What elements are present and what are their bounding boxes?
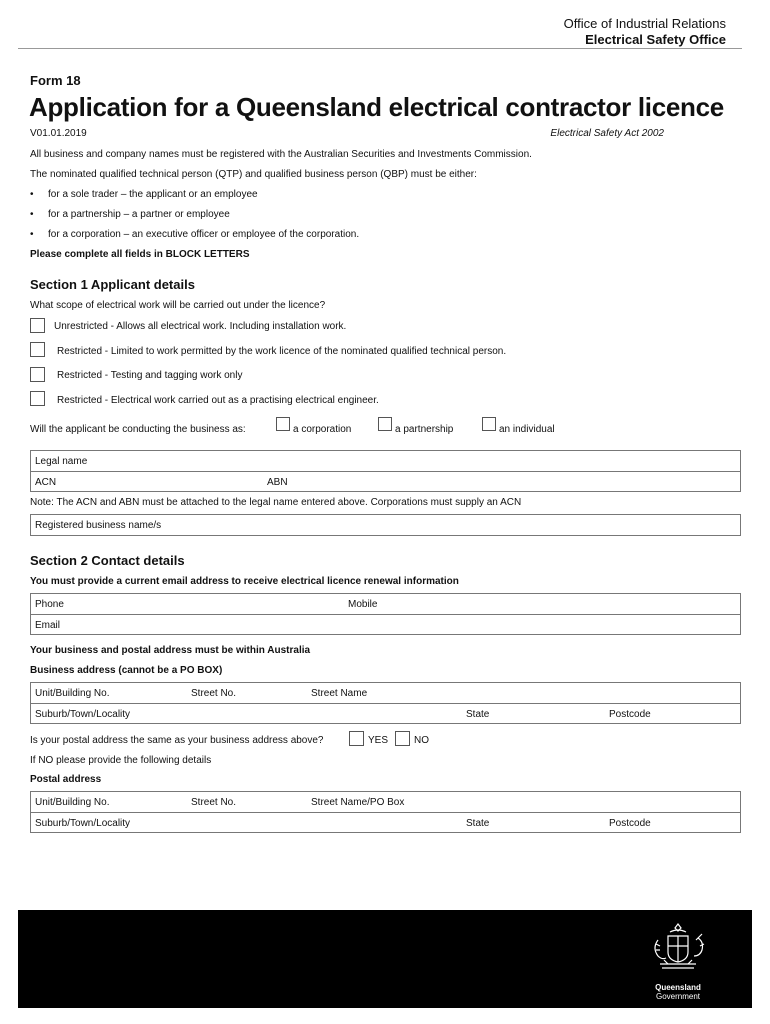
- bullet-sole-trader: • for a sole trader – the applicant or an employee: [48, 189, 258, 200]
- legal-name-label: Legal name: [35, 456, 88, 467]
- postal-locality-row[interactable]: [31, 812, 740, 832]
- acn-abn-row: [31, 471, 740, 491]
- if-no-instruction: If NO please provide the following details: [30, 755, 212, 766]
- form-number: Form 18: [30, 73, 81, 88]
- street-no-label: Street No.: [191, 688, 237, 699]
- unit-label: Unit/Building No.: [35, 688, 110, 699]
- no-label: NO: [414, 735, 429, 746]
- registered-name-field[interactable]: [31, 515, 740, 535]
- checkbox-postal-no[interactable]: [395, 731, 410, 746]
- mobile-label: Mobile: [348, 599, 378, 610]
- postal-address-heading: Postal address: [30, 774, 102, 785]
- logo-text-queensland: Queensland: [655, 983, 701, 992]
- scope-question: What scope of electrical work will be carried out under the licence?: [30, 300, 326, 311]
- suburb-label: Suburb/Town/Locality: [35, 709, 131, 720]
- email-notice: You must provide a current email address to receive electrical licence renewal information: [30, 576, 459, 587]
- footer-banner: [18, 910, 752, 1008]
- postal-state-label: State: [466, 818, 490, 829]
- legal-name-field[interactable]: [31, 451, 740, 471]
- state-label: State: [466, 709, 490, 720]
- street-name-label: Street Name: [311, 688, 368, 699]
- intro-nominee-text: The nominated qualified technical person (QTP) and qualified business person (QBP) must be either:: [30, 169, 477, 180]
- department-header: [564, 16, 726, 48]
- option-restricted-qtp-label: Restricted - Limited to work permitted by the work licence of the nominated qualified technical person.: [57, 346, 507, 357]
- queensland-coat-of-arms-icon: [648, 920, 708, 976]
- bullet-corporation: • for a corporation – an executive officer or employee of the corporation.: [48, 229, 359, 240]
- postal-address-table: [30, 791, 741, 833]
- option-unrestricted-label: Unrestricted - Allows all electrical work. Including installation work.: [54, 321, 347, 332]
- phone-label: Phone: [35, 599, 64, 610]
- acn-label: ACN: [35, 477, 57, 488]
- business-address-table: [30, 682, 741, 724]
- corporation-label: a corporation: [293, 424, 352, 435]
- checkbox-restricted-testing[interactable]: [30, 367, 45, 382]
- yes-label: YES: [368, 735, 389, 746]
- phone-mobile-row: [31, 594, 740, 614]
- block-letters-instruction: Please complete all fields in BLOCK LETTERS: [30, 249, 250, 260]
- applicant-name-table: [30, 450, 741, 492]
- queensland-government-logo: [646, 920, 710, 1000]
- postal-street-no-label: Street No.: [191, 797, 237, 808]
- email-field[interactable]: [31, 614, 740, 634]
- business-type-question: Will the applicant be conducting the business as:: [30, 424, 246, 435]
- checkbox-corporation[interactable]: [276, 417, 290, 431]
- postal-street-row[interactable]: [31, 792, 740, 812]
- business-street-row[interactable]: [31, 683, 740, 703]
- acn-abn-note: Note: The ACN and ABN must be attached to the legal name entered above. Corporations must supply an ACN: [30, 497, 522, 508]
- checkbox-individual[interactable]: [482, 417, 496, 431]
- contact-table: [30, 593, 741, 635]
- section-2-heading: Section 2 Contact details: [30, 553, 185, 568]
- option-restricted-engineer-label: Restricted - Electrical work carried out as a practising electrical engineer.: [57, 395, 379, 406]
- checkbox-postal-yes[interactable]: [349, 731, 364, 746]
- postal-street-name-label: Street Name/PO Box: [311, 797, 405, 808]
- form-version: V01.01.2019: [30, 128, 87, 139]
- checkbox-restricted-qtp[interactable]: [30, 342, 45, 357]
- business-address-heading: Business address (cannot be a PO BOX): [30, 665, 223, 676]
- postal-postcode-label: Postcode: [609, 818, 651, 829]
- registered-name-label: Registered business name/s: [35, 520, 162, 531]
- bullet-partnership: • for a partnership – a partner or employee: [48, 209, 230, 220]
- checkbox-restricted-engineer[interactable]: [30, 391, 45, 406]
- business-locality-row[interactable]: [31, 703, 740, 723]
- logo-text-government: Government: [655, 992, 701, 1001]
- postal-unit-label: Unit/Building No.: [35, 797, 110, 808]
- postcode-label: Postcode: [609, 709, 651, 720]
- section-1-heading: Section 1 Applicant details: [30, 277, 195, 292]
- address-notice: Your business and postal address must be within Australia: [30, 645, 311, 656]
- checkbox-unrestricted[interactable]: [30, 318, 45, 333]
- page-title: Application for a Queensland electrical contractor licence: [29, 92, 724, 122]
- registered-name-table: [30, 514, 741, 536]
- checkbox-partnership[interactable]: [378, 417, 392, 431]
- option-restricted-testing-label: Restricted - Testing and tagging work only: [57, 370, 243, 381]
- postal-same-question: Is your postal address the same as your business address above?: [30, 735, 324, 746]
- individual-label: an individual: [499, 424, 555, 435]
- partnership-label: a partnership: [395, 424, 454, 435]
- postal-suburb-label: Suburb/Town/Locality: [35, 818, 131, 829]
- org-name: Office of Industrial Relations: [563, 16, 726, 31]
- intro-registration-text: All business and company names must be registered with the Australian Securities and Investments Commission.: [30, 149, 532, 160]
- office-name: Electrical Safety Office: [585, 32, 726, 47]
- legislation-reference: Electrical Safety Act 2002: [550, 128, 664, 139]
- email-label: Email: [35, 620, 61, 631]
- header-divider: [18, 48, 742, 49]
- abn-label: ABN: [267, 477, 288, 488]
